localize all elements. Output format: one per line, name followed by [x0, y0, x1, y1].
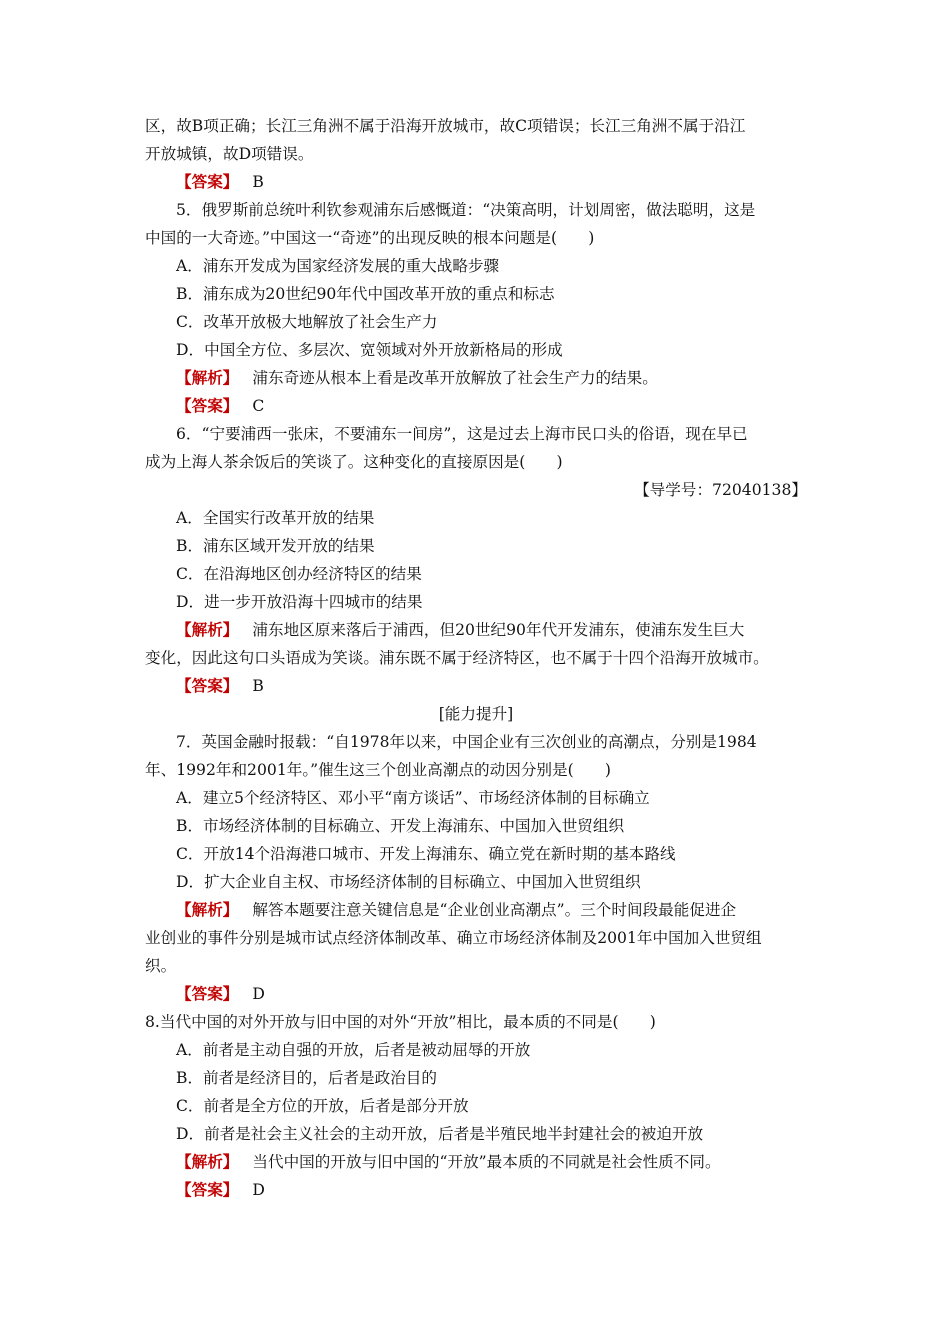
line-text: B．前者是经济目的，后者是政治目的 [176, 1069, 437, 1087]
text-line-l13 [145, 448, 807, 476]
line-text: C [252, 397, 265, 415]
text-line-l28 [145, 868, 807, 896]
text-line-l08 [145, 308, 807, 336]
text-line-l36 [145, 1092, 807, 1120]
line-text: 开放城镇，故D项错误。 [145, 145, 314, 163]
line-text: B．浦东成为20世纪90年代中国改革开放的重点和标志 [176, 285, 555, 303]
label-tag: 【解析】 [176, 620, 239, 639]
line-text: D．中国全方位、多层次、宽领域对外开放新格局的形成 [176, 341, 563, 359]
text-line-l02 [145, 140, 807, 168]
text-line-l05 [145, 224, 807, 252]
text-line-l34 [145, 1036, 807, 1064]
text-line-l26 [145, 812, 807, 840]
text-line-l24 [145, 756, 807, 784]
line-text: A．建立5个经济特区、邓小平“南方谈话”、市场经济体制的目标确立 [176, 789, 650, 807]
line-text: D．前者是社会主义社会的主动开放，后者是半殖民地半封建社会的被迫开放 [176, 1125, 704, 1143]
line-text: B．浦东区域开发开放的结果 [176, 537, 375, 555]
line-text: A．前者是主动自强的开放，后者是被动屈辱的开放 [176, 1041, 531, 1059]
label-tag: 【答案】 [176, 172, 239, 191]
text-line-l25 [145, 784, 807, 812]
line-text: 区，故B项正确；长江三角洲不属于沿海开放城市，故C项错误；长江三角洲不属于沿江 [145, 117, 746, 135]
line-text: 6．“宁要浦西一张床，不要浦东一间房”，这是过去上海市民口头的俗语，现在早已 [176, 425, 748, 443]
label-tag: 【解析】 [176, 900, 239, 919]
label-tag: 【答案】 [176, 984, 239, 1003]
line-text: D [252, 1181, 265, 1199]
text-line-l23 [145, 728, 807, 756]
line-text: 年、1992年和2001年。”催生这三个创业高潮点的动因分别是( ) [145, 761, 611, 779]
text-line-l31 [145, 952, 807, 980]
label-tag: 【解析】 [176, 368, 239, 387]
text-line-l18 [145, 588, 807, 616]
line-text: 解答本题要注意关键信息是“企业创业高潮点”。三个时间段最能促进企 [252, 901, 737, 919]
line-text: B [252, 173, 264, 191]
text-line-l16 [145, 532, 807, 560]
line-text: 变化，因此这句口头语成为笑谈。浦东既不属于经济特区，也不属于十四个沿海开放城市。 [145, 649, 769, 667]
text-line-l21 [145, 672, 807, 700]
line-text: [能力提升] [438, 705, 514, 723]
text-line-l15 [145, 504, 807, 532]
line-text: D [252, 985, 265, 1003]
line-text: C．开放14个沿海港口城市、开发上海浦东、确立党在新时期的基本路线 [176, 845, 676, 863]
text-line-l03 [145, 168, 807, 196]
text-line-l09 [145, 336, 807, 364]
line-text: 5．俄罗斯前总统叶利钦参观浦东后感慨道：“决策高明，计划周密，做法聪明，这是 [176, 201, 756, 219]
text-line-l07 [145, 280, 807, 308]
text-line-l17 [145, 560, 807, 588]
text-line-l06 [145, 252, 807, 280]
text-line-l14 [145, 476, 807, 504]
text-line-l22 [145, 700, 807, 728]
text-line-l37 [145, 1120, 807, 1148]
text-line-l27 [145, 840, 807, 868]
line-text: C．改革开放极大地解放了社会生产力 [176, 313, 438, 331]
line-text: 浦东地区原来落后于浦西，但20世纪90年代开发浦东，使浦东发生巨大 [252, 621, 745, 639]
line-text: 业创业的事件分别是城市试点经济体制改革、确立市场经济体制及2001年中国加入世贸组 [145, 929, 762, 947]
text-line-l12 [145, 420, 807, 448]
line-text: B．市场经济体制的目标确立、开发上海浦东、中国加入世贸组织 [176, 817, 625, 835]
line-text: 成为上海人茶余饭后的笑谈了。这种变化的直接原因是( ) [145, 453, 563, 471]
text-line-l30 [145, 924, 807, 952]
line-text: 8.当代中国的对外开放与旧中国的对外“开放”相比，最本质的不同是( ) [145, 1013, 656, 1031]
line-text: 【导学号：72040138】 [634, 481, 807, 499]
text-line-l19 [145, 616, 807, 644]
label-tag: 【解析】 [176, 1152, 239, 1171]
line-text: A．浦东开发成为国家经济发展的重大战略步骤 [176, 257, 500, 275]
line-text: 织。 [145, 957, 177, 975]
label-tag: 【答案】 [176, 396, 239, 415]
label-tag: 【答案】 [176, 676, 239, 695]
text-line-l04 [145, 196, 807, 224]
text-line-l33 [145, 1008, 807, 1036]
text-line-l35 [145, 1064, 807, 1092]
text-line-l32 [145, 980, 807, 1008]
text-line-l20 [145, 644, 807, 672]
line-text: D．进一步开放沿海十四城市的结果 [176, 593, 423, 611]
label-tag: 【答案】 [176, 1180, 239, 1199]
line-text: B [252, 677, 264, 695]
document-page [145, 112, 807, 1204]
line-text: 7．英国金融时报载：“自1978年以来，中国企业有三次创业的高潮点，分别是1984 [176, 733, 757, 751]
line-text: A．全国实行改革开放的结果 [176, 509, 375, 527]
line-text: D．扩大企业自主权、市场经济体制的目标确立、中国加入世贸组织 [176, 873, 641, 891]
text-line-l39 [145, 1176, 807, 1204]
text-line-l38 [145, 1148, 807, 1176]
line-text: C．前者是全方位的开放，后者是部分开放 [176, 1097, 469, 1115]
line-text: 当代中国的开放与旧中国的“开放”最本质的不同就是社会性质不同。 [252, 1153, 721, 1171]
text-line-l11 [145, 392, 807, 420]
line-text: 浦东奇迹从根本上看是改革开放解放了社会生产力的结果。 [252, 369, 658, 387]
line-text: 中国的一大奇迹。”中国这一“奇迹”的出现反映的根本问题是( ) [145, 229, 595, 247]
text-line-l29 [145, 896, 807, 924]
text-line-l10 [145, 364, 807, 392]
text-line-l01 [145, 112, 807, 140]
line-text: C．在沿海地区创办经济特区的结果 [176, 565, 422, 583]
